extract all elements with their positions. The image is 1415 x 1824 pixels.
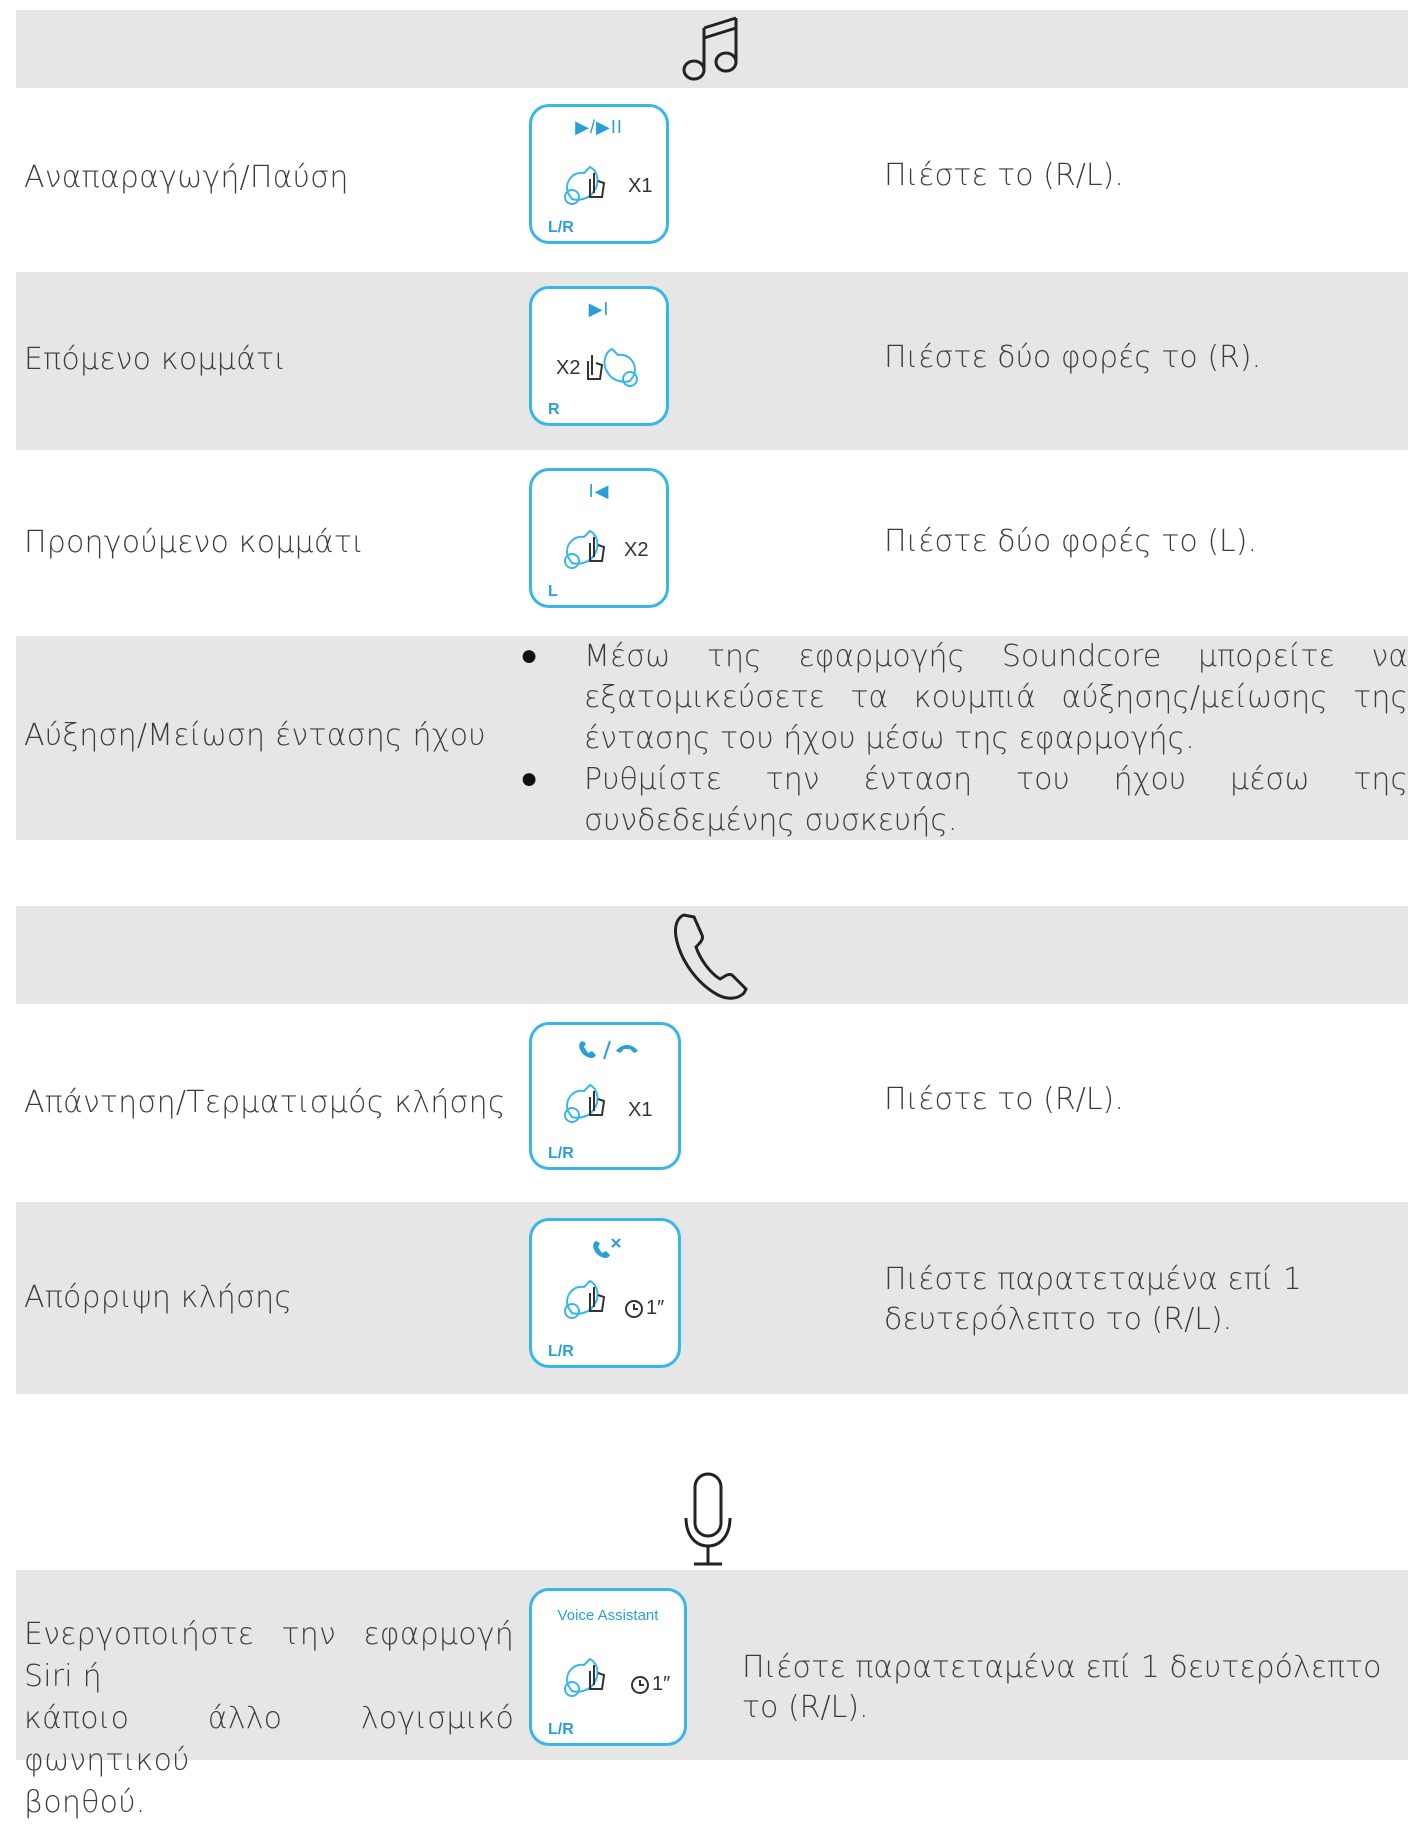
clock-icon — [630, 1675, 650, 1695]
voice-assistant-title: Voice Assistant — [557, 1607, 659, 1624]
clock-icon — [624, 1299, 644, 1319]
play-pause-card — [529, 104, 669, 244]
voice-assistant-card — [529, 1588, 687, 1746]
earbud-tap-icon — [560, 1645, 620, 1705]
bullet-icon: ● — [520, 761, 539, 796]
earbud-tap-icon — [560, 517, 620, 577]
volume-desc — [520, 636, 1408, 841]
voice-section-header — [0, 1470, 1415, 1570]
play-pause-label: Αναπαραγωγή/Παύση — [24, 160, 349, 195]
play-pause-desc: Πιέστε το (R/L). — [884, 158, 1124, 193]
reject-call-label: Απόρριψη κλήσης — [24, 1280, 293, 1315]
voice-assistant-label: Ενεργοποιήστε την εφαρμογή Siri ή κάποιο άλλο λογισμικό φωνητικού βοηθού. — [24, 1617, 514, 1820]
call-section-header — [16, 906, 1408, 1004]
earbud-side: L/R — [548, 1343, 574, 1360]
earbud-side: L/R — [548, 1721, 574, 1738]
tap-count: X1 — [628, 1099, 653, 1121]
volume-bullet: ● Ρυθμίστε την ένταση του ήχου μέσω της συνδεδεμένης συσκευής. — [520, 761, 1408, 838]
microphone-icon — [678, 1470, 738, 1570]
answer-end-call-label: Απάντηση/Τερματισμός κλήσης — [24, 1085, 506, 1120]
earbud-side: L/R — [548, 1145, 574, 1162]
voice-assistant-desc: Πιέστε παρατεταμένα επί 1 δευτερόλεπτο το (R/L). — [742, 1650, 1382, 1725]
reject-call-card — [529, 1218, 681, 1368]
tap-count: X1 — [628, 175, 653, 197]
reject-call-icon — [592, 1237, 622, 1261]
earbud-side: L/R — [548, 219, 574, 236]
volume-label: Αύξηση/Μείωση έντασης ήχου — [24, 718, 486, 753]
earbud-tap-icon — [582, 335, 642, 395]
music-note-icon — [680, 14, 744, 84]
earbud-tap-icon — [560, 1071, 620, 1131]
earbud-tap-icon — [560, 1267, 620, 1327]
volume-bullet: ● Μέσω της εφαρμογής Soundcore μπορείτε να εξατομικεύσετε τα κουμπιά αύξησης/μείωσης της έντασης του ήχου μέσω της εφαρμογής. — [520, 638, 1408, 756]
bullet-icon: ● — [520, 638, 539, 673]
music-section-header — [16, 10, 1408, 88]
next-track-desc: Πιέστε δύο φορές το (R). — [884, 340, 1262, 375]
reject-call-desc: Πιέστε παρατεταμένα επί 1 δευτερόλεπτο το (R/L). — [884, 1262, 1302, 1337]
next-track-symbol: ▶I — [588, 299, 610, 319]
next-track-card — [529, 286, 669, 426]
previous-track-label: Προηγούμενο κομμάτι — [24, 525, 364, 560]
hold-duration: 1″ — [646, 1297, 665, 1319]
next-track-label: Επόμενο κομμάτι — [24, 342, 287, 377]
previous-track-desc: Πιέστε δύο φορές το (L). — [884, 524, 1257, 559]
previous-track-symbol: I◀ — [588, 481, 610, 501]
play-pause-symbol: ▶/▶II — [575, 117, 623, 137]
answer-end-call-card — [529, 1022, 681, 1170]
previous-track-card — [529, 468, 669, 608]
answer-end-call-desc: Πιέστε το (R/L). — [884, 1082, 1124, 1117]
earbud-tap-icon — [560, 153, 620, 213]
earbud-side: R — [548, 401, 560, 418]
phone-icon — [672, 907, 752, 1003]
hold-duration: 1″ — [652, 1673, 671, 1695]
earbud-side: L — [548, 583, 558, 600]
tap-count: X2 — [556, 357, 581, 379]
tap-count: X2 — [624, 539, 649, 561]
answer-hangup-icon — [576, 1037, 640, 1063]
